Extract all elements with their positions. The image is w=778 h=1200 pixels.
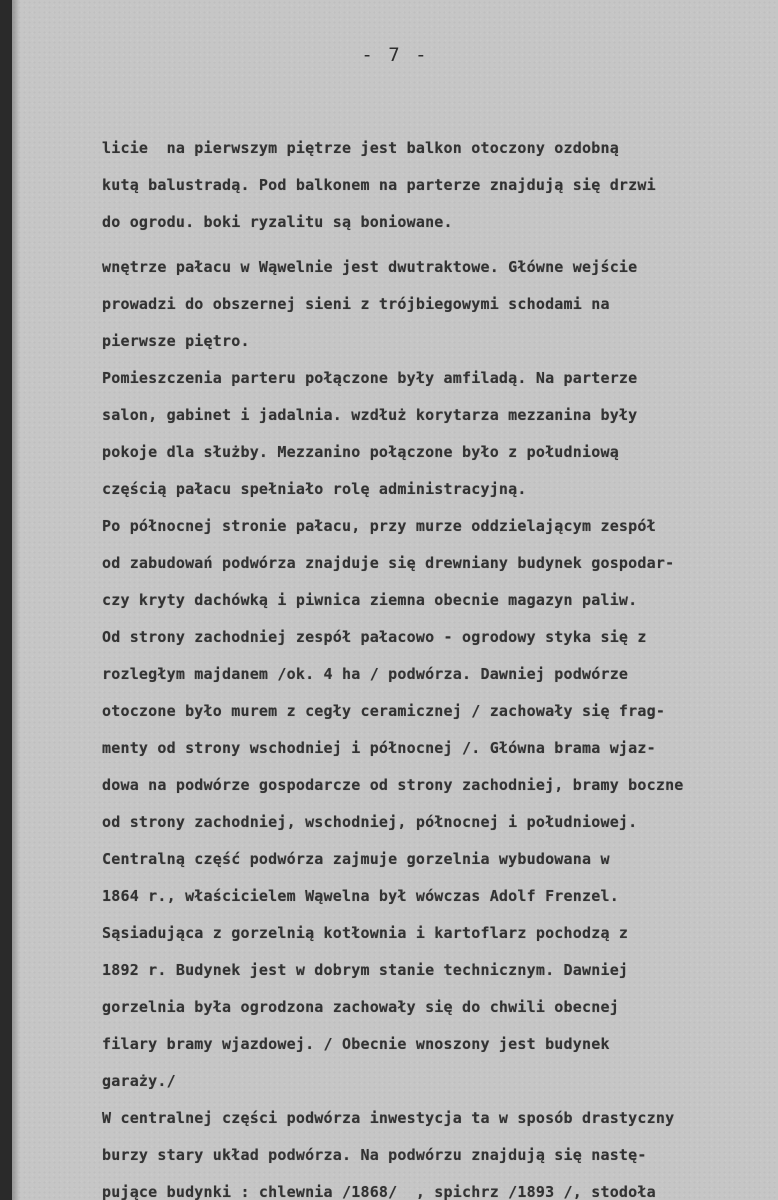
text-line: gorzelnia była ogrodzona zachowały się do chwili obecnej	[102, 998, 619, 1016]
text-line: Centralną część podwórza zajmuje gorzelnia wybudowana w	[102, 850, 610, 868]
text-line: Pomieszczenia parteru połączone były amfiladą. Na parterze	[102, 369, 638, 387]
body-text	[102, 130, 774, 1200]
text-line: od zabudowań podwórza znajduje się drewniany budynek gospodar-	[102, 554, 675, 572]
text-line: otoczone było murem z cegły ceramicznej / zachowały się frag-	[102, 702, 666, 720]
text-line: Sąsiadująca z gorzelnią kotłownia i kartoflarz pochodzą z	[102, 924, 629, 942]
text-line: pujące budynki : chlewnia /1868/ , spichrz /1893 /, stodoła	[102, 1183, 656, 1200]
page-edge-shadow	[12, 0, 20, 1200]
text-line: W centralnej części podwórza inwestycja ta w sposób drastyczny	[102, 1109, 675, 1127]
text-line: pokoje dla służby. Mezzanino połączone było z południową	[102, 443, 619, 461]
text-line: częścią pałacu spełniało rolę administracyjną.	[102, 480, 527, 498]
page-number: - 7 -	[361, 44, 429, 66]
text-line: licie na pierwszym piętrze jest balkon otoczony ozdobną	[102, 139, 619, 157]
text-line: 1864 r., właścicielem Wąwelna był wówczas Adolf Frenzel.	[102, 887, 619, 905]
text-line: Od strony zachodniej zespół pałacowo - ogrodowy styka się z	[102, 628, 647, 646]
text-line: filary bramy wjazdowej. / Obecnie wnoszony jest budynek	[102, 1035, 610, 1053]
text-line: prowadzi do obszernej sieni z trójbiegowymi schodami na	[102, 295, 610, 313]
document-page	[12, 0, 778, 1200]
text-line: wnętrze pałacu w Wąwelnie jest dwutraktowe. Główne wejście	[102, 258, 638, 276]
text-line: czy kryty dachówką i piwnica ziemna obecnie magazyn paliw.	[102, 591, 638, 609]
text-line: 1892 r. Budynek jest w dobrym stanie technicznym. Dawniej	[102, 961, 629, 979]
text-line: pierwsze piętro.	[102, 332, 250, 350]
text-line: dowa na podwórze gospodarcze od strony zachodniej, bramy boczne	[102, 776, 684, 794]
text-line: kutą balustradą. Pod balkonem na parterze znajdują się drzwi	[102, 176, 656, 194]
text-line: do ogrodu. boki ryzalitu są boniowane.	[102, 213, 453, 231]
text-line: Po północnej stronie pałacu, przy murze oddzielającym zespół	[102, 517, 656, 535]
text-line: rozległym majdanem /ok. 4 ha / podwórza. Dawniej podwórze	[102, 665, 629, 683]
text-line: salon, gabinet i jadalnia. wzdłuż korytarza mezzanina były	[102, 406, 638, 424]
text-line: burzy stary układ podwórza. Na podwórzu znajdują się nastę-	[102, 1146, 647, 1164]
text-line: od strony zachodniej, wschodniej, północnej i południowej.	[102, 813, 638, 831]
text-line: garaży./	[102, 1072, 176, 1090]
text-line: menty od strony wschodniej i północnej /. Główna brama wjaz-	[102, 739, 656, 757]
